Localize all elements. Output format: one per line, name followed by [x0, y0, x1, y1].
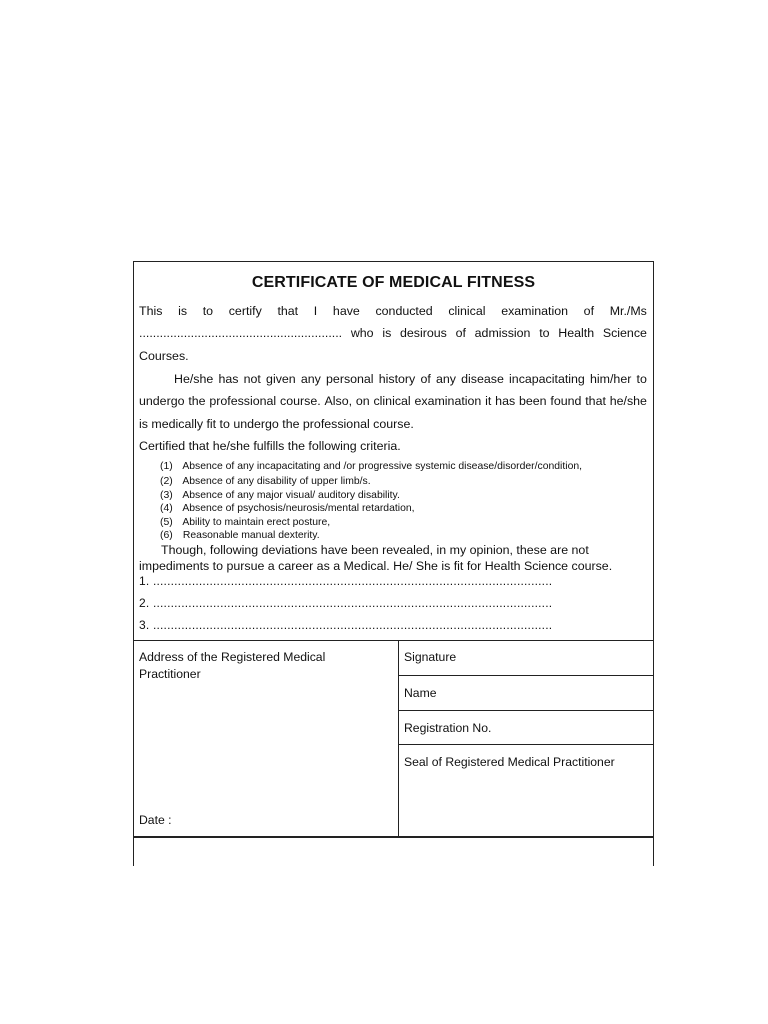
deviation-entry-1[interactable]: 1. .................................................................................................................: [139, 574, 553, 588]
intro-word: examination: [501, 304, 568, 318]
criteria-item: [160, 530, 320, 541]
seal-label: Seal of Registered Medical Practitioner: [404, 755, 615, 769]
criteria-number: (4): [160, 503, 173, 514]
intro-word: desirous: [400, 326, 447, 340]
intro-word: I: [313, 304, 318, 318]
criteria-number: (3): [160, 490, 173, 501]
para-word: found: [550, 394, 582, 408]
table-top-border: [134, 640, 653, 641]
intro-word: ...........................................................: [139, 326, 343, 340]
criteria-text: Absence of psychosis/neurosis/mental retardation,: [182, 503, 415, 514]
intro-word: clinical: [448, 304, 486, 318]
para-word: examination: [414, 394, 482, 408]
criteria-text: Absence of any incapacitating and /or progressive systemic disease/disorder/condition,: [182, 461, 583, 472]
certificate-form: [133, 261, 654, 866]
para-word: course.: [280, 394, 321, 408]
para-word: it: [485, 394, 492, 408]
intro-word: certify: [228, 304, 262, 318]
criteria-text: Absence of any major visual/ auditory disability.: [182, 490, 400, 501]
para2-line-1: [174, 372, 647, 386]
intro-word: Science: [602, 326, 647, 340]
deviation-text-2: impediments to pursue a career as a Medical. He/ She is fit for Health Science course.: [139, 559, 613, 573]
para-word: incapacitating: [509, 372, 585, 386]
criteria-item: [160, 490, 400, 501]
name-divider: [398, 710, 653, 711]
para-word: he/she: [609, 394, 647, 408]
para2-line-3: is medically fit to undergo the professional course.: [139, 417, 414, 431]
para-word: has: [495, 394, 516, 408]
para-word: that: [585, 394, 606, 408]
signature-label: Signature: [404, 650, 457, 664]
para-word: history: [378, 372, 416, 386]
criteria-number: (2): [160, 476, 173, 487]
para-word: personal: [326, 372, 374, 386]
intro-line-1: [139, 304, 647, 318]
para-word: the: [188, 394, 206, 408]
para-word: any: [300, 372, 321, 386]
para-word: on: [355, 394, 370, 408]
intro-line-3: Courses.: [139, 349, 189, 363]
para-word: any: [435, 372, 456, 386]
intro-word: is: [382, 326, 392, 340]
date-label: Date :: [139, 813, 172, 827]
name-label: Name: [404, 686, 437, 700]
para-word: him/her: [590, 372, 632, 386]
criteria-number: (6): [160, 530, 173, 541]
certificate-title: CERTIFICATE OF MEDICAL FITNESS: [251, 274, 536, 291]
intro-word: of: [583, 304, 595, 318]
intro-word: to: [202, 304, 214, 318]
para-word: undergo: [139, 394, 185, 408]
para-word: He/she: [174, 372, 214, 386]
para-word: has: [218, 372, 239, 386]
table-column-divider: [398, 640, 399, 836]
para-word: been: [518, 394, 547, 408]
criteria-item: [160, 461, 582, 472]
intro-word: to: [539, 326, 550, 340]
intro-word: admission: [474, 326, 531, 340]
criteria-text: Ability to maintain erect posture,: [182, 517, 331, 528]
intro-word: of: [455, 326, 466, 340]
para-word: given: [266, 372, 296, 386]
para-word: clinical: [373, 394, 411, 408]
intro-word: that: [277, 304, 299, 318]
registration-divider: [398, 744, 653, 745]
signature-divider: [398, 675, 653, 676]
criteria-item: [160, 503, 415, 514]
para2-line-2: [139, 394, 647, 408]
criteria-number: (5): [160, 517, 173, 528]
intro-word: Mr./Ms: [609, 304, 647, 318]
criteria-number: (1): [160, 461, 173, 472]
intro-word: have: [332, 304, 360, 318]
table-bottom-border: [134, 836, 653, 838]
para-word: of: [420, 372, 431, 386]
para-word: not: [243, 372, 261, 386]
criteria-item: [160, 517, 330, 528]
deviation-entry-3[interactable]: 3. .................................................................................................................: [139, 618, 553, 632]
para-word: professional: [209, 394, 277, 408]
para-word: Also,: [324, 394, 353, 408]
intro-word: who: [350, 326, 374, 340]
para-word: disease: [461, 372, 504, 386]
registration-label: Registration No.: [404, 721, 492, 735]
intro-word: is: [178, 304, 188, 318]
criteria-intro: Certified that he/she fulfills the following criteria.: [139, 439, 401, 453]
intro-line-2: [139, 326, 647, 340]
para-word: to: [636, 372, 647, 386]
criteria-text: Absence of any disability of upper limb/s.: [182, 476, 371, 487]
intro-word: This: [139, 304, 163, 318]
deviation-text-1: Though, following deviations have been revealed, in my opinion, these are not: [161, 543, 589, 557]
criteria-text: Reasonable manual dexterity.: [182, 530, 320, 541]
criteria-item: [160, 476, 371, 487]
intro-word: Health: [558, 326, 595, 340]
address-label: Address of the Registered Medical Practitioner: [139, 650, 326, 681]
deviation-entry-2[interactable]: 2. .................................................................................................................: [139, 596, 553, 610]
intro-word: conducted: [375, 304, 433, 318]
